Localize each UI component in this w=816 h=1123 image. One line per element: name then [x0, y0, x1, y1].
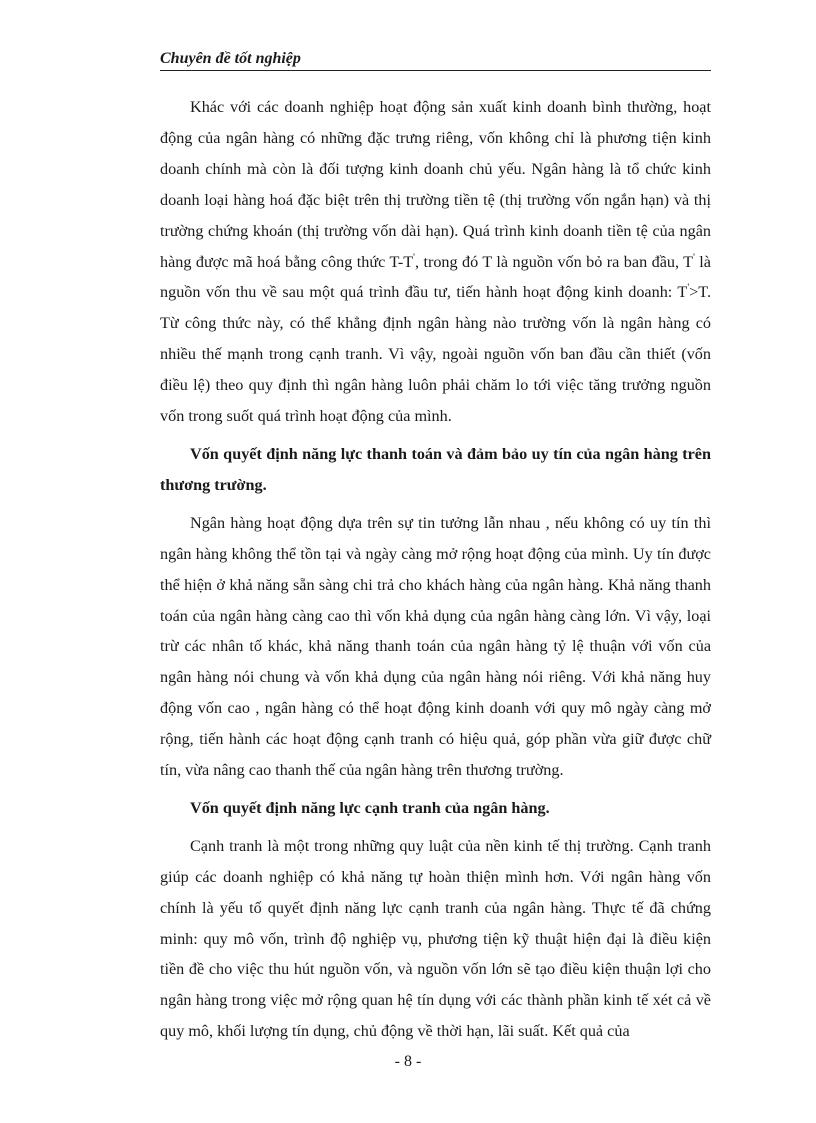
paragraph-capital-role — [160, 92, 711, 432]
prime-mark: ' — [693, 252, 695, 264]
header-divider — [160, 70, 711, 71]
page-number: - 8 - — [394, 1053, 422, 1070]
document-body — [160, 92, 711, 1054]
prime-mark: ' — [687, 283, 690, 295]
paragraph-competition: Cạnh tranh là một trong những quy luật của nền kinh tế thị trường. Cạnh tranh giúp các doanh nghiệp có khả năng tự hoàn thiện mình hơn. Với ngân hàng vốn chính là yếu tố quyết định năng lực cạnh tranh của ngân hàng. Thực tế đã chứng minh: quy mô vốn, trình độ nghiệp vụ, phương tiện kỹ thuật hiện đại là điều kiện tiền đề cho việc thu hút nguồn vốn, và nguồn vốn lớn sẽ tạo điều kiện thuận lợi cho ngân hàng trong việc mở rộng quan hệ tín dụng với các thành phần kinh tế xét cả về quy mô, khối lượng tín dụng, chủ động về thời hạn, lãi suất. Kết quả của — [160, 836, 711, 1041]
paragraph-text: >T. Từ công thức này, có thể khẳng định ngân hàng nào trường vốn là ngân hàng có nhiều thế mạnh trong cạnh tranh. Vì vậy, ngoài nguồn vốn ban đầu cần thiết (vốn điều lệ) theo quy định thì ngân hàng luôn phải chăm lo tới việc tăng trưởng nguồn vốn trong suốt quá trình hoạt động của mình. — [160, 283, 711, 426]
section-heading-competitiveness: Vốn quyết định năng lực cạnh tranh của ngân hàng. — [190, 798, 550, 817]
prime-mark: ' — [413, 252, 415, 264]
paragraph-text: , trong đó T là nguồn vốn bỏ ra ban đầu, T — [414, 252, 694, 271]
paragraph-text: là nguồn vốn thu về sau một quá trình đầu tư, tiến hành hoạt động kinh doanh: T — [160, 252, 711, 302]
paragraph-text: Khác với các doanh nghiệp hoạt động sản xuất kinh doanh bình thường, hoạt động của ngân hàng có những đặc trưng riêng, vốn không chỉ là phương tiện kinh doanh chính mà còn là đối tượng kinh doanh chủ yếu. Ngân hàng là tổ chức kinh doanh loại hàng hoá đặc biệt trên thị trường tiền tệ (thị trường vốn ngắn hạn) và thị trường chứng khoán (thị trường vốn dài hạn). Quá trình kinh doanh tiền tệ của ngân hàng được mã hoá bằng công thức T-T — [160, 98, 711, 271]
paragraph-reputation: Ngân hàng hoạt động dựa trên sự tin tưởng lẫn nhau , nếu không có uy tín thì ngân hàng không thể tồn tại và ngày càng mở rộng hoạt động của mình. Uy tín được thể hiện ở khả năng sẵn sàng chi trả cho khách hàng của ngân hàng. Khả năng thanh toán của ngân hàng càng cao thì vốn khả dụng của ngân hàng càng lớn. Vì vậy, loại trừ các nhân tố khác, khả năng thanh toán của ngân hàng tỷ lệ thuận với vốn của ngân hàng nói chung và vốn khả dụng của ngân hàng nói riêng. Với khả năng huy động vốn cao , ngân hàng có thể hoạt động kinh doanh với quy mô ngày càng mở rộng, tiến hành các hoạt động cạnh tranh có hiệu quả, góp phần vừa giữ được chữ tín, vừa nâng cao thanh thế của ngân hàng trên thương trường. — [160, 513, 711, 780]
running-header-title: Chuyên đề tốt nghiệp — [160, 50, 301, 67]
section-heading-payment-capacity: Vốn quyết định năng lực thanh toán và đảm bảo uy tín của ngân hàng trên thương trường. — [160, 444, 711, 494]
